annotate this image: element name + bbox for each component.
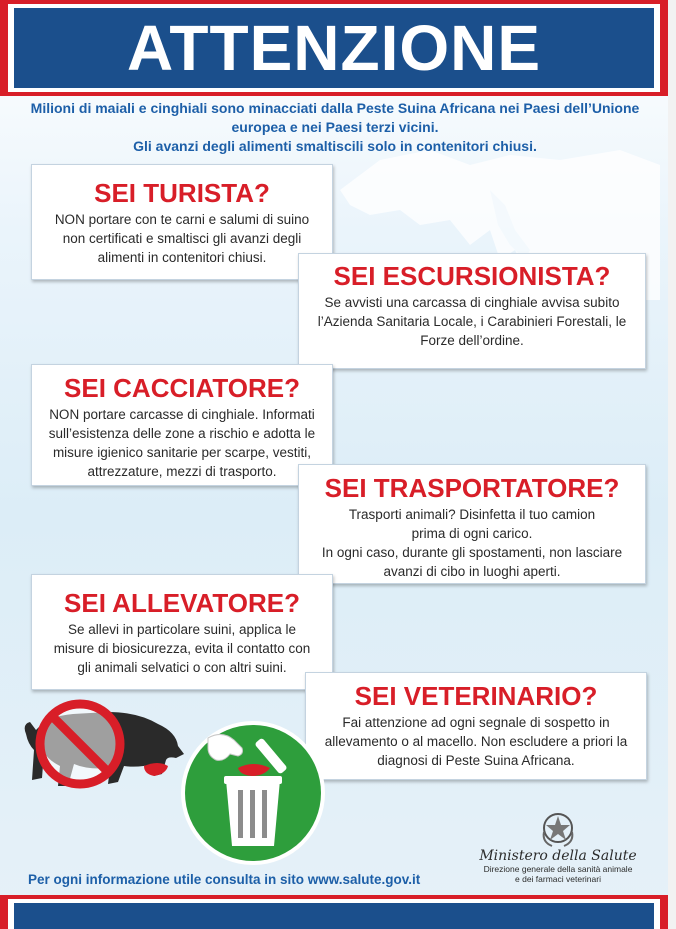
card-title: SEI TRASPORTATORE? xyxy=(324,473,620,503)
card-body xyxy=(306,713,646,770)
ministry-directorate: e dei farmaci veterinari xyxy=(515,874,601,884)
card-farmer xyxy=(31,574,333,690)
card-line: non certificati e smaltisci gli avanzi degli xyxy=(62,231,302,246)
card-line: misure di biosicurezza, evita il contatto con xyxy=(53,641,311,656)
intro-text xyxy=(20,99,650,156)
card-line: attrezzature, mezzi di trasporto. xyxy=(87,464,277,479)
card-transporter xyxy=(298,464,646,584)
card-title: SEI ALLEVATORE? xyxy=(64,588,300,618)
ministry-logo xyxy=(470,848,646,884)
card-body xyxy=(32,405,332,481)
card-line: gli animali selvatici o con altri suini. xyxy=(77,660,287,675)
card-line: In ogni caso, durante gli spostamenti, non lasciare xyxy=(321,545,623,560)
card-line: NON portare con te carni e salumi di suino xyxy=(54,212,310,227)
card-line: Trasporti animali? Disinfetta il tuo camion xyxy=(348,507,596,522)
intro-line: Milioni di maiali e cinghiali sono minacciati dalla Peste Suina Africana nei Paesi dell’Unione xyxy=(30,100,640,116)
intro-line: Gli avanzi degli alimenti smaltiscili solo in contenitori chiusi. xyxy=(133,138,537,154)
card-title: SEI CACCIATORE? xyxy=(64,373,300,403)
ministry-name: Ministero della Salute xyxy=(479,848,637,864)
card-body xyxy=(32,620,332,677)
card-line: alimenti in contenitori chiusi. xyxy=(97,250,267,265)
banner-title: ATTENZIONE xyxy=(126,12,542,84)
card-line: Forze dell’ordine. xyxy=(420,333,524,348)
card-line: allevamento o al macello. Non escludere a priori la xyxy=(324,734,628,749)
card-line: prima di ogni carico. xyxy=(411,526,533,541)
ministry-directorate: Direzione generale della sanità animale xyxy=(483,864,633,874)
card-title: SEI TURISTA? xyxy=(94,178,270,208)
card-hunter xyxy=(31,364,333,486)
card-title: SEI VETERINARIO? xyxy=(354,681,598,711)
card-line: sull’esistenza delle zone a rischio e adotta le xyxy=(48,426,316,441)
card-body xyxy=(299,505,645,581)
card-line: avanzi di cibo in luoghi aperti. xyxy=(383,564,561,579)
card-line: Se avvisti una carcassa di cinghiale avvisa subito xyxy=(324,295,620,310)
footer-banner xyxy=(0,895,668,929)
page-edge xyxy=(668,0,676,929)
card-line: l’Azienda Sanitaria Locale, i Carabinieri Forestali, le xyxy=(317,314,627,329)
card-body xyxy=(299,293,645,350)
card-veterinarian xyxy=(305,672,647,780)
card-title: SEI ESCURSIONISTA? xyxy=(333,261,611,291)
card-line: misure igienico sanitarie per scarpe, vestiti, xyxy=(52,445,312,460)
card-line: Se allevi in particolare suini, applica le xyxy=(67,622,297,637)
card-hiker xyxy=(298,253,646,369)
no-wild-boar-icon xyxy=(18,694,188,794)
intro-line: europea e nei Paesi terzi vicini. xyxy=(231,119,439,135)
footer-info: Per ogni informazione utile consulta in sito www.salute.gov.it xyxy=(28,872,421,887)
card-body xyxy=(32,210,332,267)
card-line: NON portare carcasse di cinghiale. Informati xyxy=(49,407,315,422)
card-line: diagnosi di Peste Suina Africana. xyxy=(377,753,575,768)
card-line: Fai attenzione ad ogni segnale di sospetto in xyxy=(342,715,610,730)
header-banner xyxy=(0,0,668,96)
trash-bin-icon xyxy=(178,718,328,868)
card-tourist xyxy=(31,164,333,280)
italian-republic-emblem-icon xyxy=(538,808,578,848)
